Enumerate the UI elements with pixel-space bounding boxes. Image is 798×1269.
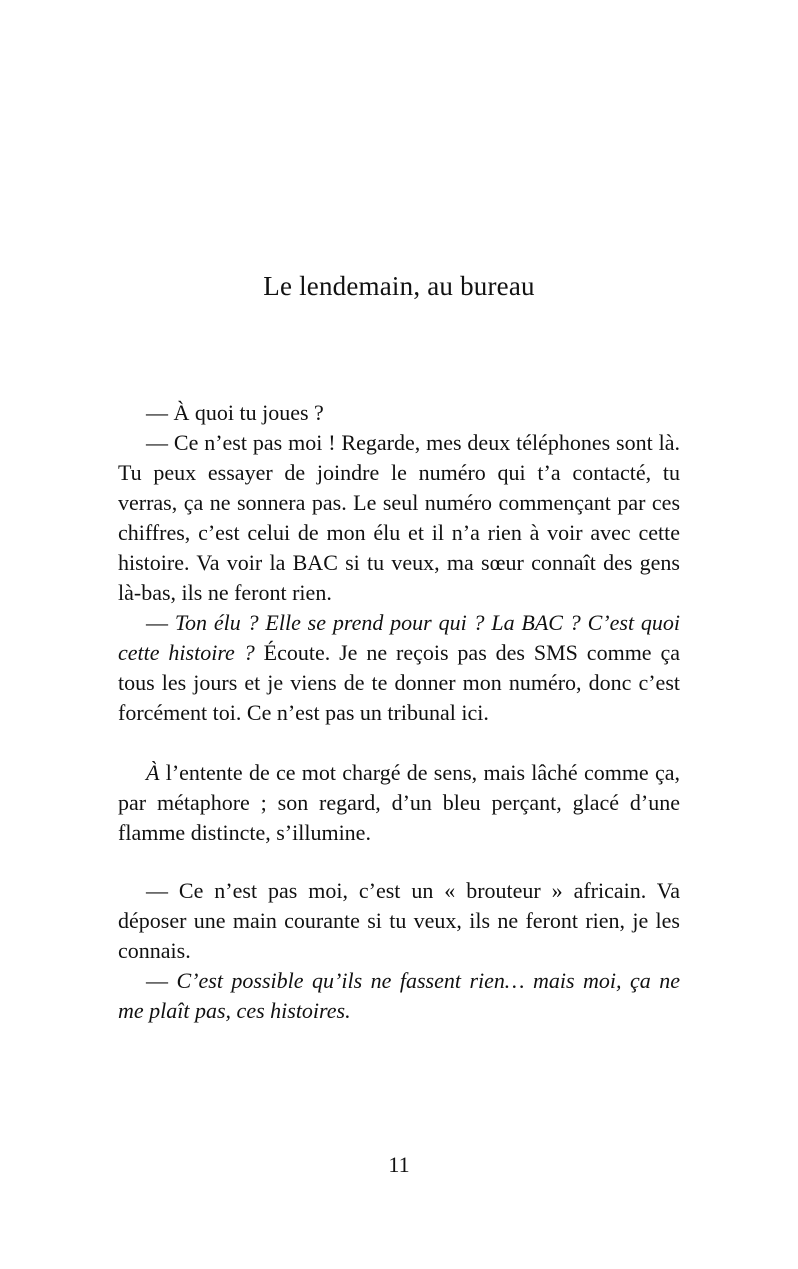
- dialogue-block: [118, 398, 680, 728]
- italic-final: C’est possible qu’ils ne fassent rien… mais moi, ça ne me plaît pas, ces histoires.: [118, 968, 681, 1023]
- narration-block: [118, 758, 680, 848]
- italic-thought: Ton élu ? Elle se prend pour qui ? La BAC ? C’est quoi cette histoire ?: [118, 610, 681, 665]
- page-number: 11: [388, 1152, 410, 1177]
- paragraph-response: [118, 608, 680, 728]
- paragraph-brouteur: — Ce n’est pas moi, c’est un « brouteur » africain. Va déposer une main courante si tu veux, ils ne feront rien, je les connais.: [118, 878, 680, 963]
- chapter-title: Le lendemain, au bureau: [263, 271, 535, 301]
- paragraph-question: — À quoi tu joues ?: [146, 400, 324, 425]
- dialogue-block-2: [118, 876, 680, 1026]
- paragraph-narration: [118, 758, 680, 848]
- dialogue-dash: —: [146, 610, 175, 635]
- paragraph-reply: — Ce n’est pas moi ! Regarde, mes deux téléphones sont là. Tu peux essayer de joindre le numéro qui t’a contacté, tu verras, ça ne sonnera pas. Le seul numéro commençant par ces chiffres, c’est celui de mon élu et il n’a rien à voir avec cette histoire. Va voir la BAC si tu veux, ma sœur connaît des gens là-bas, ils ne feront rien.: [118, 430, 680, 605]
- paragraph-final: [118, 966, 680, 1026]
- italic-initial: À: [146, 760, 160, 785]
- paragraph-narration-rest: l’entente de ce mot chargé de sens, mais lâché comme ça, par métaphore ; son regard, d’un bleu perçant, glacé d’une flamme distincte, s’illumine.: [118, 760, 680, 845]
- dialogue-dash-2: —: [146, 968, 177, 993]
- paragraph-response-rest: Écoute. Je ne reçois pas des SMS comme ça tous les jours et je viens de te donner mon numéro, donc c’est forcément toi. Ce n’est pas un tribunal ici.: [118, 640, 680, 725]
